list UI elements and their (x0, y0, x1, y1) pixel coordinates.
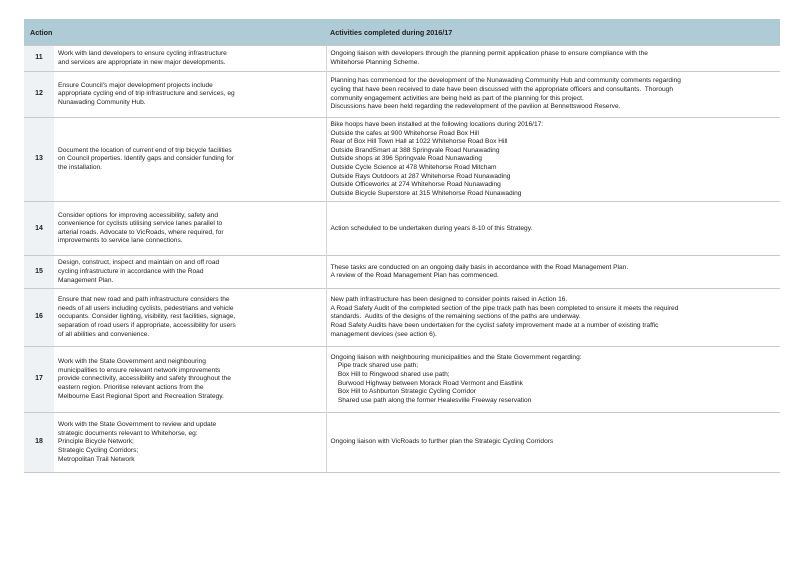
action-text-line: Nunawading Community Hub. (58, 98, 146, 106)
activity-text-line: Pipe track shared use path; (330, 362, 419, 370)
table-body (24, 46, 780, 473)
action-text-line: cycling infrastructure in accordance with the Road (58, 267, 204, 275)
activities-completed (326, 202, 780, 256)
activities-completed (326, 347, 780, 413)
action-text-line: arterial roads. Advocate to VicRoads, where required, for (58, 228, 224, 236)
activity-text-line: Road Safety Audits have been undertaken for the cyclist safety improvement made at a number of existing traffic (330, 321, 659, 329)
activity-text-line: Discussions have been held regarding the redevelopment of the pavilion at Bennettswood Reserve. (330, 103, 621, 111)
action-text-line: improvements to service lane connections. (58, 237, 183, 245)
activity-text-line: Rear of Box Hill Town Hall at 1022 Whitehorse Road Box Hill (330, 138, 508, 146)
action-number: 11 (24, 46, 54, 72)
action-number: 18 (24, 413, 54, 473)
table-row (24, 256, 780, 289)
table-row (24, 347, 780, 413)
activity-text-line: Box Hill to Ashburton Strategic Cycling Corridor (330, 388, 477, 396)
action-text-line: separation of road users if appropriate, accessibility for users (58, 321, 236, 329)
action-description (54, 289, 326, 347)
activity-text-line: standards. Audits of the designs of the remaining sections of the paths are underway. (330, 313, 581, 321)
action-text-line: Design, construct, inspect and maintain on and off road (58, 259, 220, 267)
activity-text-line: Outside BrandSmart at 388 Springvale Road Nunawading (330, 146, 500, 154)
action-text-line: Consider options for improving accessibility, safety and (58, 211, 219, 219)
activity-text-line: Outside Rays Outdoors at 287 Whitehorse Road Nunawading (330, 172, 511, 180)
table-row (24, 413, 780, 473)
activity-text-line: management devices (see action 6). (330, 330, 437, 338)
activity-text-line: Ongoing liaison with neighbouring municipalities and the State Government regarding: (330, 353, 582, 361)
action-text-line: Melbourne East Regional Sport and Recreation Strategy. (58, 392, 224, 400)
action-text-line: Ensure that new road and path infrastructure considers the (58, 296, 230, 304)
activity-text-line: Outside the cafes at 900 Whitehorse Road Box Hill (330, 129, 479, 137)
actions-table (24, 19, 780, 473)
activity-text-line: Outside Cycle Science at 478 Whitehorse Road Mitcham (330, 163, 497, 171)
table-row (24, 72, 780, 118)
activity-text-line: Outside shops at 396 Springvale Road Nunawading (330, 155, 482, 163)
activity-text-line: Planning has commenced for the development of the Nunawading Community Hub and community comments regarding (330, 77, 681, 85)
action-text-line: and services are appropriate in new major developments. (58, 58, 226, 66)
table-row (24, 202, 780, 256)
activity-text-line: Outside Bicycle Superstore at 315 Whitehorse Road Nunawading (330, 189, 522, 197)
activities-completed (326, 46, 780, 72)
activity-text-line: cycling that have been received to date have been discussed with the appropriate officers and consultants. Thorough (330, 85, 674, 93)
activities-completed (326, 413, 780, 473)
action-text-line: Work with land developers to ensure cycling infrastructure (58, 49, 227, 57)
action-text-line: Work with the State Government and neighbouring (58, 358, 206, 366)
action-description (54, 46, 326, 72)
activity-text-line: Action scheduled to be undertaken during years 8-10 of this Strategy. (330, 224, 533, 232)
action-text-line: on Council properties. Identify gaps and consider funding for (58, 155, 234, 163)
activities-completed (326, 256, 780, 289)
table-row (24, 118, 780, 202)
action-text-line: eastern region. Prioritise relevant actions from the (58, 383, 204, 391)
activity-text-line: Ongoing liaison with VicRoads to further plan the Strategic Cycling Corridors (330, 438, 554, 446)
action-text-line: appropriate cycling end of trip infrastructure and services, eg (58, 90, 235, 98)
action-text-line: Metropolitan Trail Network (58, 455, 135, 463)
activity-text-line: Shared use path along the former Healesville Freeway reservation (330, 396, 532, 404)
action-text-line: strategic documents relevant to Whitehorse, eg: (58, 429, 198, 437)
activity-text-line: Bike hoops have been installed at the following locations during 2016/17: (330, 121, 544, 128)
action-text-line: Document the location of current end of trip bicycle facilities (58, 146, 232, 154)
action-column-header: Action (24, 19, 326, 46)
activities-column-header: Activities completed during 2016/17 (326, 19, 780, 46)
table-header (24, 19, 780, 46)
action-number: 16 (24, 289, 54, 347)
activities-completed (326, 118, 780, 202)
action-text-line: Management Plan. (58, 276, 114, 284)
action-number: 17 (24, 347, 54, 413)
activities-completed (326, 72, 780, 118)
table-row (24, 46, 780, 72)
action-number: 14 (24, 202, 54, 256)
activity-text-line: A review of the Road Management Plan has commenced. (330, 272, 499, 280)
activity-text-line: These tasks are conducted on an ongoing daily basis in accordance with the Road Management Plan. (330, 263, 629, 271)
action-text-line: Ensure Council's major development projects include (58, 81, 213, 89)
action-text-line: needs of all users including cyclists, pedestrians and vehicle (58, 304, 234, 312)
action-text-line: provide connectivity, accessibility and safety throughout the (58, 375, 231, 383)
action-text-line: Strategic Cycling Corridors; (58, 446, 139, 454)
activities-completed (326, 289, 780, 347)
activity-text-line: Ongoing liaison with developers through the planning permit application phase to ensure compliance with the (330, 49, 648, 57)
activity-text-line: A Road Safety Audit of the completed section of the pipe track path has been completed to ensure it meets the required (330, 304, 679, 312)
action-description (54, 413, 326, 473)
activity-text-line: Outside Officeworks at 274 Whitehorse Road Nunawading (330, 181, 501, 189)
activity-text-line: Whitehorse Planning Scheme. (330, 58, 420, 66)
action-text-line: occupants. Consider lighting, visibility, rest facilities, signage, (58, 313, 236, 321)
action-description (54, 118, 326, 202)
action-number: 15 (24, 256, 54, 289)
action-number: 13 (24, 118, 54, 202)
action-description (54, 256, 326, 289)
action-number: 12 (24, 72, 54, 118)
activity-text-line: Burwood Highway between Morack Road Vermont and Eastlink (330, 379, 523, 387)
action-text-line: Principle Bicycle Network; (58, 438, 134, 446)
action-text-line: the installation. (58, 163, 102, 171)
activity-text-line: New path infrastructure has been designed to consider points raised in Action 16. (330, 296, 568, 304)
activity-text-line: community engagement activities are being held as part of the planning for this project. (330, 94, 584, 102)
action-description (54, 72, 326, 118)
action-description (54, 347, 326, 413)
action-description (54, 202, 326, 256)
action-text-line: convenience for cyclists utilising service lanes parallel to (58, 220, 223, 228)
activity-text-line: Box Hill to Ringwood shared use path; (330, 371, 450, 379)
table-row (24, 289, 780, 347)
action-text-line: Work with the State Government to review and update (58, 421, 217, 429)
action-text-line: of all abilities and convenience. (58, 330, 150, 338)
action-text-line: municipalities to ensure relevant network improvements (58, 366, 221, 374)
